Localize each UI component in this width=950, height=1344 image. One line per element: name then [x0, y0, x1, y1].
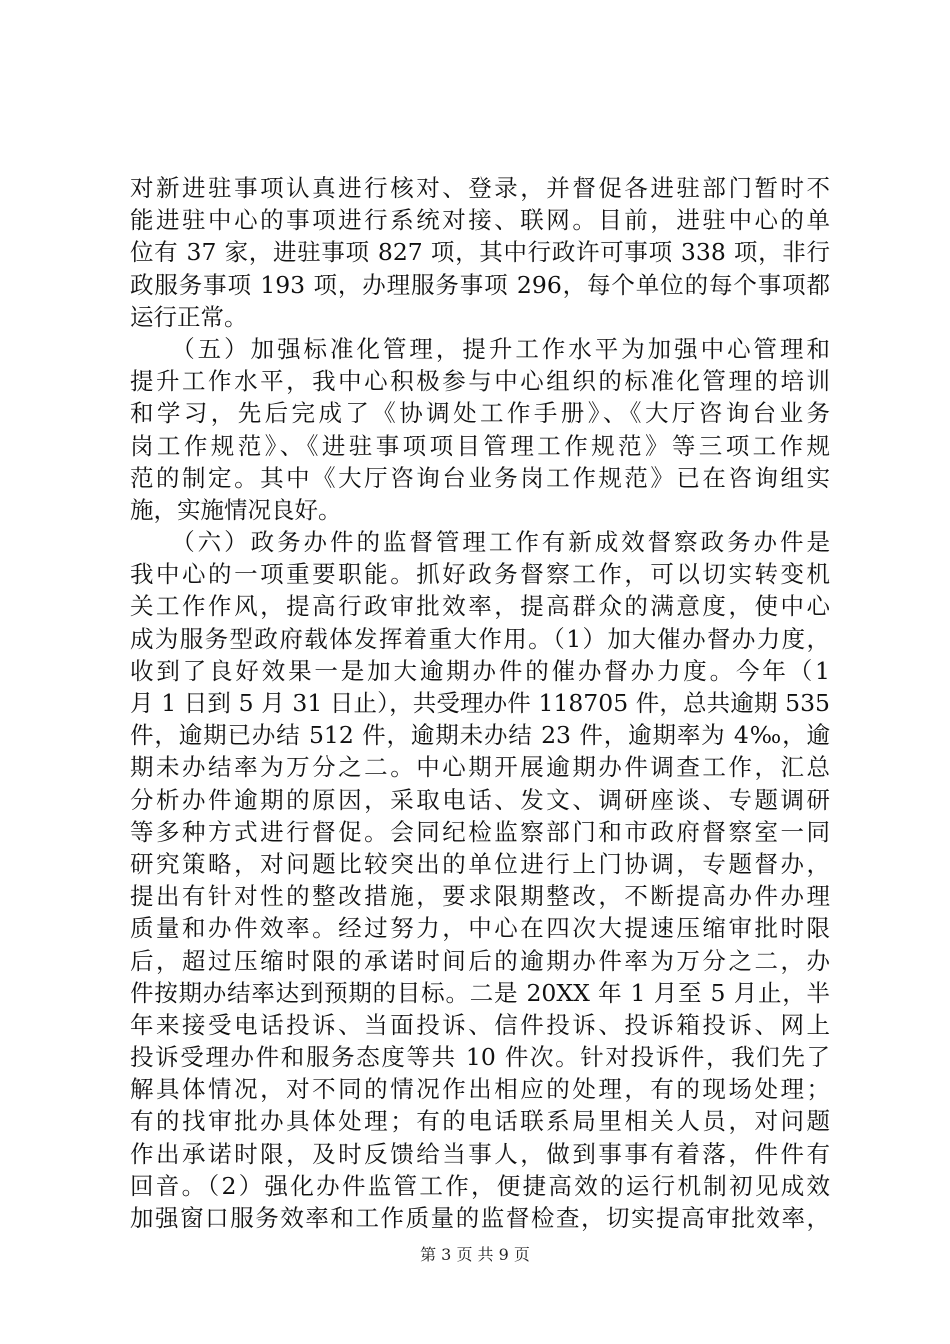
- text-line: 提出有针对性的整改措施，要求限期整改，不断提高办件办理: [130, 882, 830, 911]
- text-line: 收到了良好效果一是加大逾期办件的催办督办力度。今年（1: [130, 656, 830, 685]
- text-line: 关工作作风，提高行政审批效率，提高群众的满意度，使中心: [130, 592, 830, 621]
- text-line: 有的找审批办具体处理；有的电话联系局里相关人员，对问题: [130, 1107, 830, 1136]
- text-line: 后，超过压缩时限的承诺时间后的逾期办件率为万分之二，办: [130, 946, 830, 975]
- text-line: 研究策略，对问题比较突出的单位进行上门协调，专题督办，: [130, 849, 830, 878]
- text-line: 件，逾期已办结 512 件，逾期未办结 23 件，逾期率为 4‰，逾: [130, 721, 830, 750]
- text-line: 施，实施情况良好。: [130, 495, 342, 524]
- text-line: 对新进驻事项认真进行核对、登录，并督促各进驻部门暂时不: [130, 174, 830, 202]
- text-line: 运行正常。: [130, 302, 248, 331]
- text-line: 能进驻中心的事项进行系统对接、联网。目前，进驻中心的单: [130, 206, 830, 235]
- text-line: 等多种方式进行督促。会同纪检监察部门和市政府督察室一同: [130, 817, 830, 846]
- text-line: 回音。（2）强化办件监管工作，便捷高效的运行机制初见成效: [130, 1171, 830, 1200]
- text-line: 件按期办结率达到预期的目标。二是 20XX 年 1 月至 5 月止，半: [130, 978, 830, 1007]
- text-line: 位有 37 家，进驻事项 827 项，其中行政许可事项 338 项，非行: [130, 238, 830, 267]
- text-line: 范的制定。其中《大厅咨询台业务岗工作规范》已在咨询组实: [130, 463, 830, 492]
- text-line: 成为服务型政府载体发挥着重大作用。（1）加大催办督办力度，: [130, 624, 830, 653]
- text-line: 质量和办件效率。经过努力，中心在四次大提速压缩审批时限: [130, 914, 830, 943]
- text-line: （五）加强标准化管理，提升工作水平为加强中心管理和: [130, 334, 830, 363]
- text-line: 解具体情况，对不同的情况作出相应的处理，有的现场处理；: [130, 1075, 830, 1104]
- body-text: [130, 172, 830, 1234]
- page-footer: [0, 1245, 950, 1265]
- text-line: 政服务事项 193 项，办理服务事项 296，每个单位的每个事项都: [130, 270, 830, 299]
- text-line: 我中心的一项重要职能。抓好政务督察工作，可以切实转变机: [130, 560, 830, 589]
- text-line: 年来接受电话投诉、当面投诉、信件投诉、投诉箱投诉、网上: [130, 1010, 830, 1039]
- text-line: （六）政务办件的监督管理工作有新成效督察政务办件是: [130, 528, 830, 557]
- text-line: 期未办结率为万分之二。中心期开展逾期办件调查工作，汇总: [130, 753, 830, 782]
- text-line: 投诉受理办件和服务态度等共 10 件次。针对投诉件，我们先了: [130, 1043, 830, 1072]
- text-line: 作出承诺时限，及时反馈给当事人，做到事事有着落，件件有: [130, 1139, 830, 1168]
- text-line: 月 1 日到 5 月 31 日止），共受理办件 118705 件，总共逾期 535: [130, 689, 830, 717]
- text-line: 加强窗口服务效率和工作质量的监督检查，切实提高审批效率，: [130, 1204, 830, 1232]
- text-line: 和学习，先后完成了《协调处工作手册》、《大厅咨询台业务: [130, 399, 830, 428]
- text-line: 提升工作水平，我中心积极参与中心组织的标准化管理的培训: [130, 367, 830, 396]
- text-line: 分析办件逾期的原因，采取电话、发文、调研座谈、专题调研: [130, 785, 830, 814]
- page-number-label: 第 3 页 共 9 页: [420, 1245, 530, 1264]
- text-line: 岗工作规范》、《进驻事项项目管理工作规范》等三项工作规: [130, 431, 830, 460]
